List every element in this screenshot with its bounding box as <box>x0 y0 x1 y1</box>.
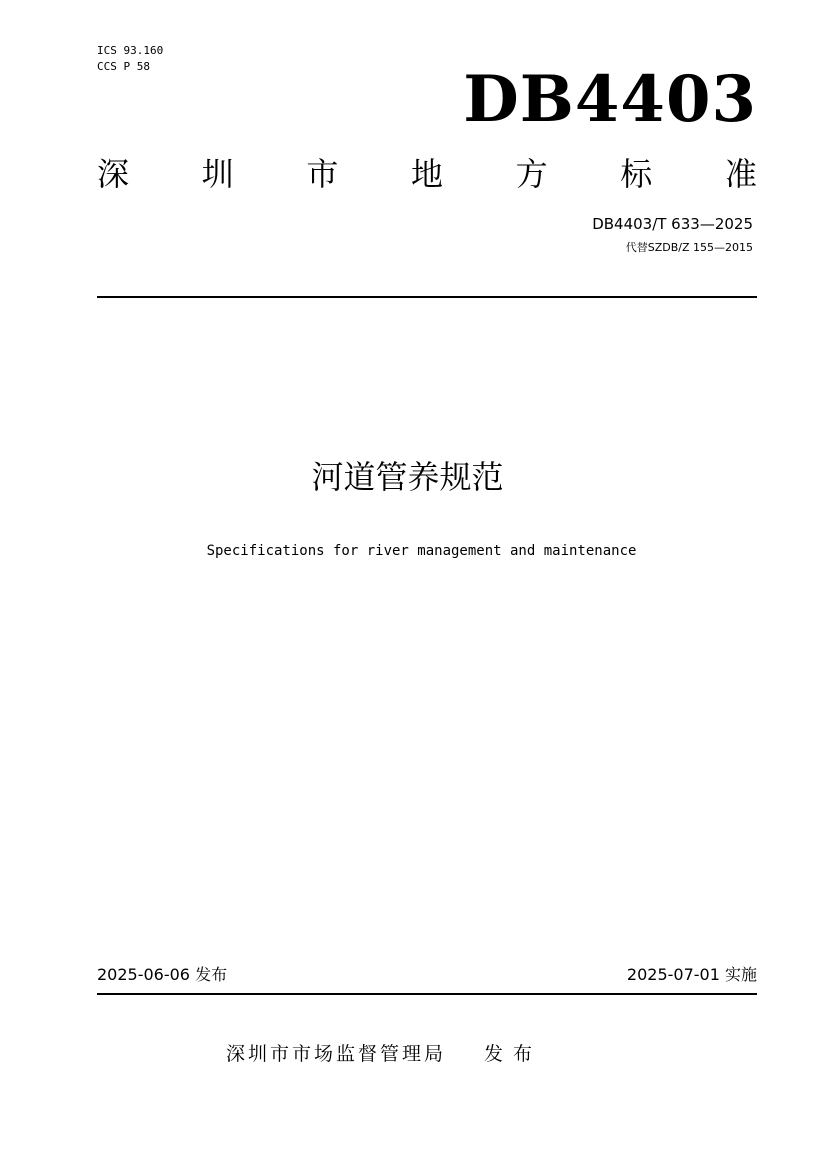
ccs-code: CCS P 58 <box>97 60 150 73</box>
issuing-authority <box>226 1040 542 1068</box>
issue-date: 2025-06-06 发布 <box>97 965 228 984</box>
standard-type-char: 圳 <box>201 155 234 193</box>
standard-type-char: 市 <box>306 155 339 193</box>
standard-type-char: 标 <box>620 155 653 193</box>
standard-type-char: 地 <box>410 155 443 193</box>
standard-type-char: 方 <box>515 155 548 193</box>
replaces-standard: 代替SZDB/Z 155—2015 <box>625 241 753 254</box>
implementation-date: 2025-07-01 实施 <box>626 965 757 984</box>
document-title-chinese: 河道管养规范 <box>311 458 504 496</box>
standard-mark: DB4403 <box>463 62 757 137</box>
standard-type-char: 深 <box>97 155 130 193</box>
standard-type-heading <box>97 152 757 196</box>
ics-code: ICS 93.160 <box>97 44 164 57</box>
top-divider <box>97 296 757 298</box>
document-title-english: Specifications for river management and maintenance <box>206 543 637 559</box>
issuer-action: 发布 <box>484 1043 543 1065</box>
standard-number: DB4403/T 633—2025 <box>592 215 753 233</box>
classification-codes <box>97 43 163 75</box>
bottom-divider <box>97 993 757 995</box>
issuer-name: 深圳市市场监督管理局 <box>226 1043 447 1065</box>
standard-type-char: 准 <box>724 155 757 193</box>
